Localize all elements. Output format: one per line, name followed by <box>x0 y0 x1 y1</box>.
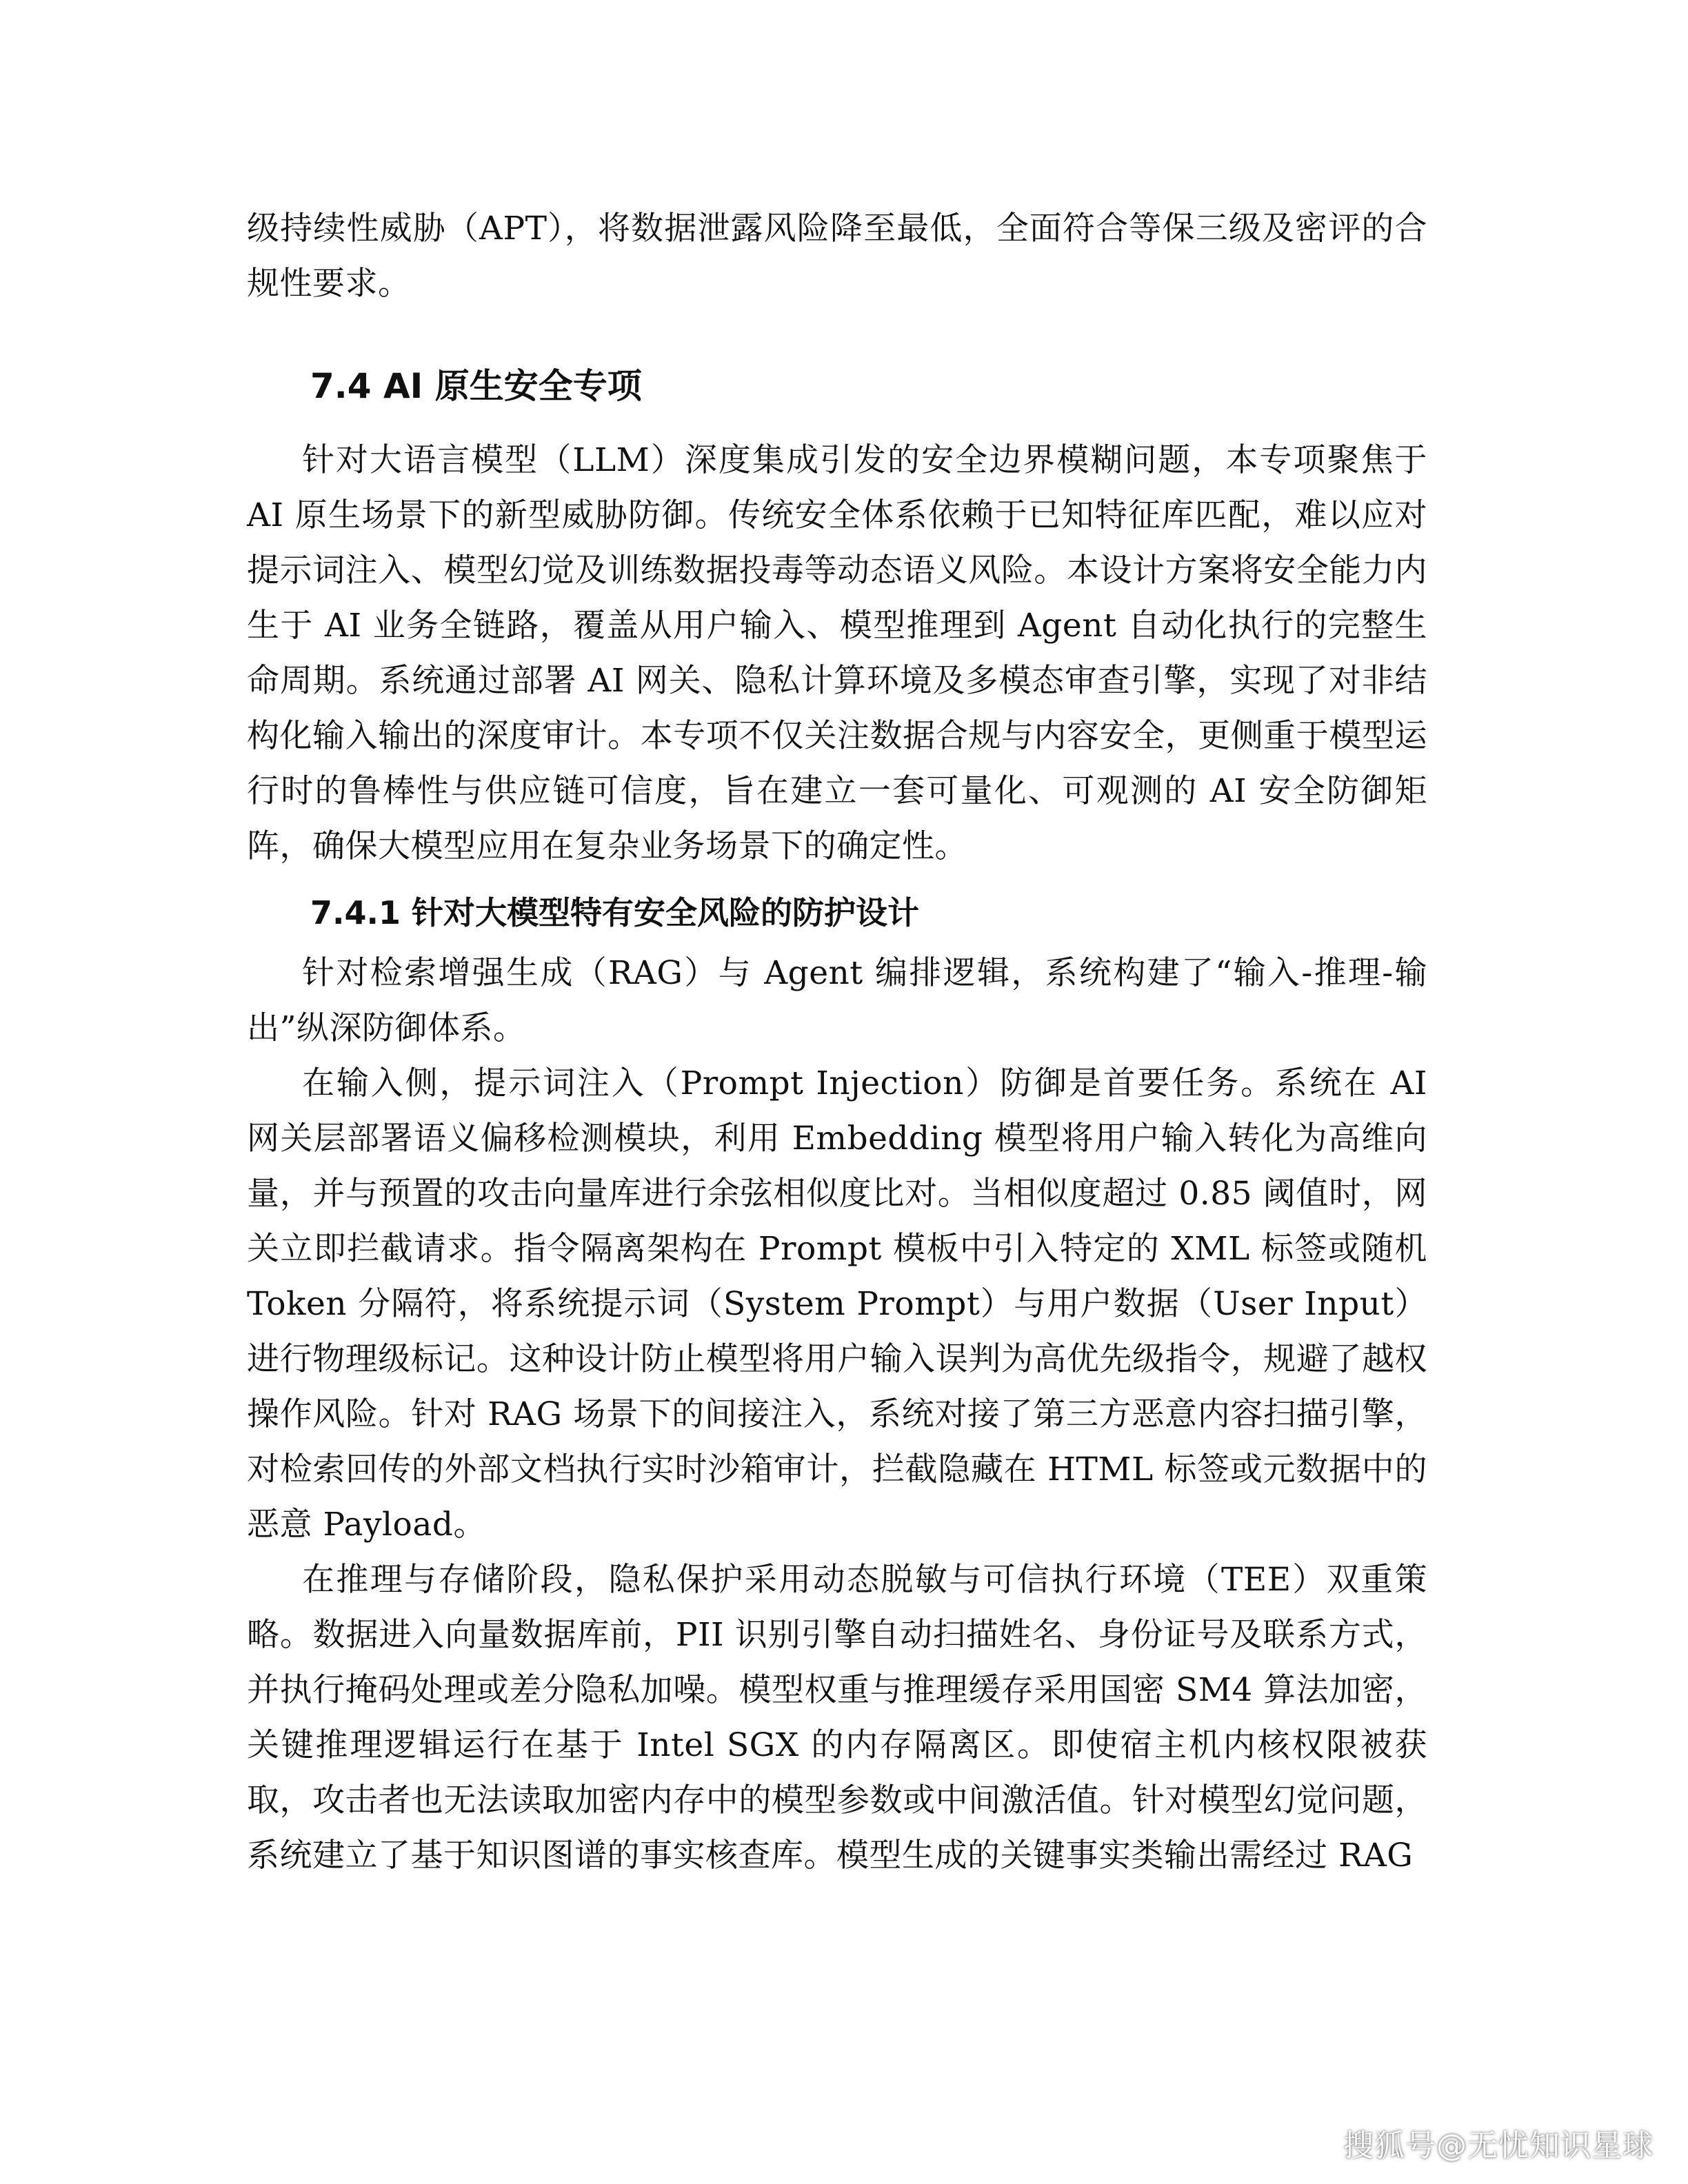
subsection-heading: 7.4.1 针对大模型特有安全风险的防护设计 <box>310 894 919 931</box>
document-page <box>247 201 1427 1883</box>
subsection-paragraph-3: 在推理与存储阶段，隐私保护采用动态脱敏与可信执行环境（TEE）双重策略。数据进入向量数据库前，PII 识别引擎自动扫描姓名、身份证号及联系方式，并执行掩码处理或差分隐私加噪。模型权重与推理缓存采用国密 SM4 算法加密，关键推理逻辑运行在基于 Intel SGX 的内存隔离区。即使宿主机内核权限被获取，攻击者也无法读取加密内存中的模型参数或中间激活值。针对模型幻觉问题，系统建立了基于知识图谱的事实核查库。模型生成的关键事实类输出需经过 RAG <box>247 1561 1427 1874</box>
section-paragraph: 针对大语言模型（LLM）深度集成引发的安全边界模糊问题，本专项聚焦于 AI 原生场景下的新型威胁防御。传统安全体系依赖于已知特征库匹配，难以应对提示词注入、模型幻觉及训练数据投毒等动态语义风险。本设计方案将安全能力内生于 AI 业务全链路，覆盖从用户输入、模型推理到 Agent 自动化执行的完整生命周期。系统通过部署 AI 网关、隐私计算环境及多模态审查引擎，实现了对非结构化输入输出的深度审计。本专项不仅关注数据合规与内容安全，更侧重于模型运行时的鲁棒性与供应链可信度，旨在建立一套可量化、可观测的 AI 安全防御矩阵，确保大模型应用在复杂业务场景下的确定性。 <box>247 441 1427 865</box>
subsection-paragraph-2: 在输入侧，提示词注入（Prompt Injection）防御是首要任务。系统在 AI 网关层部署语义偏移检测模块，利用 Embedding 模型将用户输入转化为高维向量，并与预置的攻击向量库进行余弦相似度比对。当相似度超过 0.85 阈值时，网关立即拦截请求。指令隔离架构在 Prompt 模板中引入特定的 XML 标签或随机 Token 分隔符，将系统提示词（System Prompt）与用户数据（User Input）进行物理级标记。这种设计防止模型将用户输入误判为高优先级指令，规避了越权操作风险。针对 RAG 场景下的间接注入，系统对接了第三方恶意内容扫描引擎，对检索回传的外部文档执行实时沙箱审计，拦截隐藏在 HTML 标签或元数据中的恶意 Payload。 <box>247 1064 1427 1544</box>
watermark: 搜狐号@无忧知识星球 <box>1343 2128 1654 2163</box>
intro-paragraph: 级持续性威胁（APT），将数据泄露风险降至最低，全面符合等保三级及密评的合规性要求。 <box>247 210 1427 303</box>
subsection-paragraph-1: 针对检索增强生成（RAG）与 Agent 编排逻辑，系统构建了“输入-推理-输出”纵深防御体系。 <box>247 954 1427 1047</box>
section-heading: 7.4 AI 原生安全专项 <box>310 366 642 406</box>
